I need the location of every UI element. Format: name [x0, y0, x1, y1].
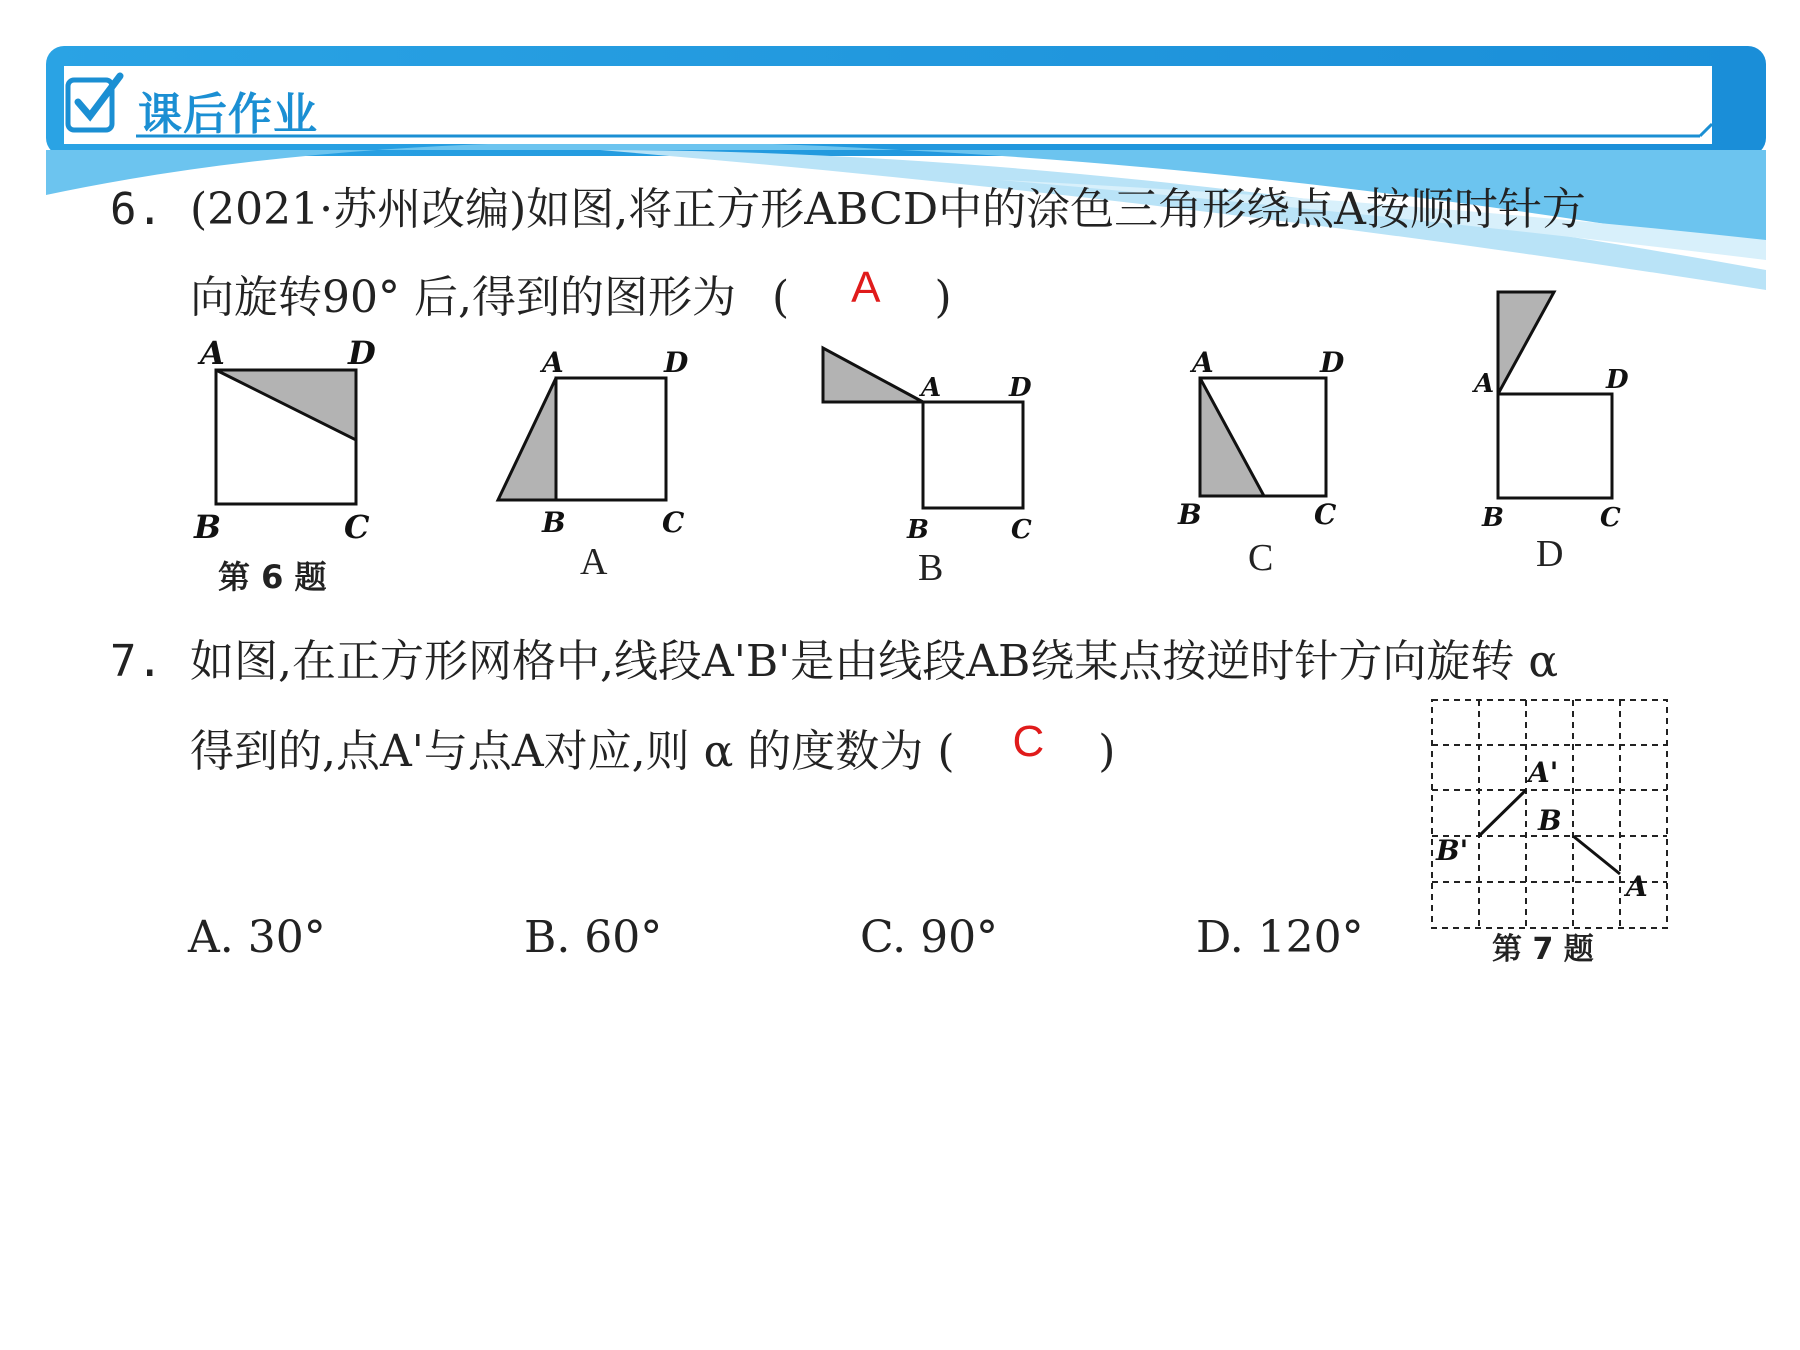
- segment-ab: [1573, 836, 1620, 874]
- q6-answer: A: [851, 263, 881, 312]
- shaded-triangle: [1200, 378, 1264, 496]
- q6-option-c-label: C: [1248, 537, 1274, 579]
- q6-option-d-label: D: [1536, 533, 1564, 575]
- q6-open-paren: (: [771, 272, 790, 323]
- q7-choice-b: B. 60°: [524, 912, 663, 963]
- q6-option-b-label: B: [918, 547, 944, 589]
- vertex-label-d: D: [1320, 346, 1345, 379]
- q6-option-b-figure: [815, 340, 1045, 550]
- vertex-label-a: A: [1192, 346, 1214, 379]
- q6-number: 6.: [110, 184, 163, 235]
- q6-text-line2-prefix: 向旋转90° 后,得到的图形为: [190, 272, 736, 323]
- q6-option-a-label: A: [580, 541, 608, 583]
- vertex-label-a: A: [200, 334, 225, 372]
- checkmark-icon: [64, 72, 124, 138]
- vertex-label-c: C: [1011, 515, 1032, 545]
- square-abcd: [556, 378, 666, 500]
- vertex-label-a: A: [1474, 369, 1495, 399]
- q7-text-line2-prefix: 得到的,点A'与点A对应,则 α 的度数为: [190, 726, 924, 777]
- point-label-b-prime: B': [1436, 834, 1469, 867]
- vertex-label-b: B: [907, 515, 929, 545]
- point-label-a-prime: A': [1528, 756, 1559, 789]
- q7-open-paren: (: [937, 726, 955, 777]
- q6-option-a-figure: [490, 340, 710, 540]
- q6-figure-original: [190, 330, 390, 560]
- shaded-triangle: [1498, 292, 1554, 394]
- q7-text-line1: 如图,在正方形网格中,线段A'B'是由线段AB绕某点按逆时针方向旋转 α: [190, 636, 1559, 687]
- q7-close-paren: ): [1098, 726, 1116, 777]
- q7-grid-figure: [1420, 690, 1680, 940]
- vertex-label-c: C: [1314, 498, 1337, 531]
- shaded-triangle: [823, 348, 923, 402]
- vertex-label-a: A: [542, 346, 564, 379]
- point-label-a: A: [1626, 870, 1648, 903]
- q6-option-d-figure: [1470, 288, 1650, 538]
- vertex-label-b: B: [1178, 498, 1202, 531]
- square-abcd: [923, 402, 1023, 508]
- segment-a-prime-b-prime: [1479, 790, 1526, 836]
- q6-text-line1: (2021·苏州改编)如图,将正方形ABCD中的涂色三角形绕点A按顺时针方: [190, 184, 1586, 235]
- q7-figure-caption: 第 7 题: [1492, 932, 1594, 967]
- shaded-triangle: [498, 378, 556, 500]
- q7-number: 7.: [110, 636, 163, 687]
- shaded-triangle: [216, 370, 356, 440]
- square-abcd: [1498, 394, 1612, 498]
- vertex-label-b: B: [194, 508, 222, 546]
- vertex-label-c: C: [662, 506, 685, 539]
- q7-answer: C: [1012, 717, 1045, 766]
- q7-text-line2: [190, 717, 1116, 778]
- q7-choice-c: C. 90°: [860, 912, 999, 963]
- q6-close-paren: ): [934, 272, 952, 323]
- q6-text-line2: [190, 263, 952, 324]
- vertex-label-a: A: [921, 373, 942, 403]
- q6-figure-caption: 第 6 题: [218, 558, 327, 596]
- vertex-label-b: B: [1482, 503, 1504, 533]
- section-title: 课后作业: [138, 89, 318, 140]
- vertex-label-d: D: [1606, 365, 1629, 395]
- q6-option-c-figure: [1170, 340, 1390, 540]
- point-label-b: B: [1538, 804, 1562, 837]
- vertex-label-d: D: [348, 334, 376, 372]
- vertex-label-d: D: [664, 346, 689, 379]
- vertex-label-c: C: [1600, 503, 1621, 533]
- q7-choice-d: D. 120°: [1196, 912, 1364, 963]
- q7-choice-a: A. 30°: [188, 912, 326, 963]
- vertex-label-b: B: [542, 506, 566, 539]
- vertex-label-d: D: [1009, 373, 1032, 403]
- vertex-label-c: C: [344, 508, 370, 546]
